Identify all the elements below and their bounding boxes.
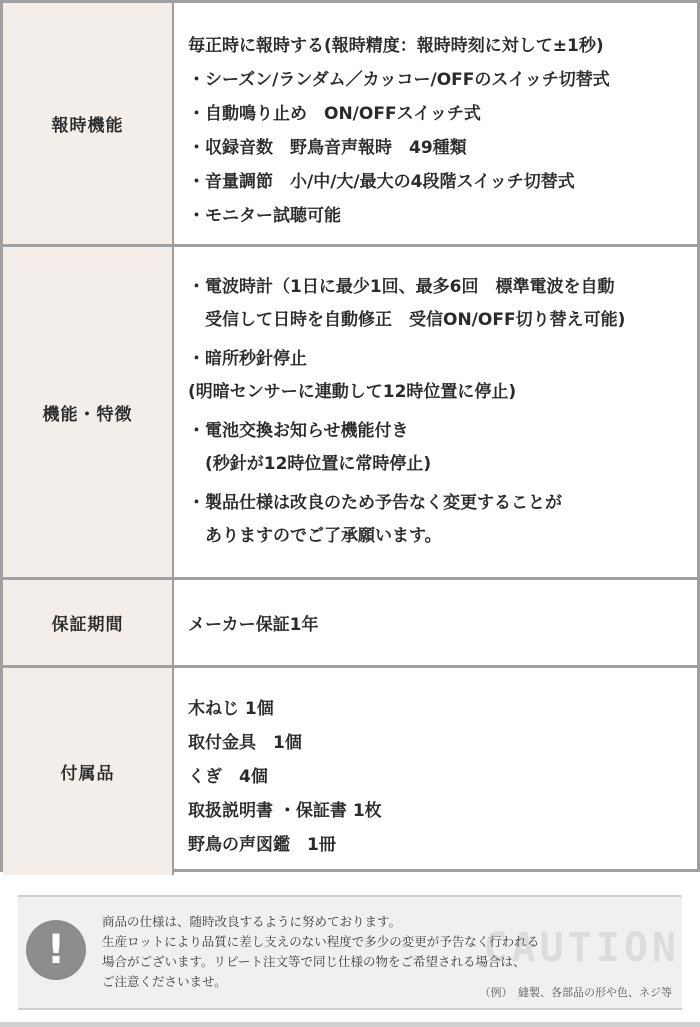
spec-line: ありますのでご了承願います。	[188, 526, 442, 546]
caution-watermark: CAUTION	[483, 925, 680, 971]
spec-line: ・暗所秒針停止	[188, 349, 307, 369]
notice-line: ご注意くださいませ。	[102, 974, 227, 989]
accessory-item: くぎ 4個	[188, 767, 268, 787]
accessory-item: 野鳥の声図鑑 1冊	[188, 835, 336, 855]
exclamation-icon: !	[26, 920, 86, 980]
accessory-item: 取扱説明書 ・保証書 1枚	[188, 801, 382, 821]
spec-row-accessories	[3, 668, 697, 875]
spec-row-warranty	[3, 580, 697, 668]
warranty-text: メーカー保証1年	[188, 615, 319, 635]
spec-value-features	[174, 247, 697, 577]
notice-text	[102, 912, 539, 992]
spec-line: ・自動鳴り止め ON/OFFスイッチ式	[188, 104, 481, 124]
notice-line: 場合がございます。リピート注文等で同じ仕様の物をご希望される場合は、	[102, 954, 526, 969]
spec-line: ・収録音数 野鳥音声報時 49種類	[188, 138, 467, 158]
spec-label-warranty: 保証期間	[3, 580, 174, 665]
spec-line: ・電波時計（1日に最少1回、最多6回 標準電波を自動	[188, 277, 615, 297]
accessory-item: 木ねじ 1個	[188, 699, 274, 719]
spec-value-warranty	[174, 580, 697, 665]
spec-value-clock	[174, 3, 697, 244]
spec-label-features: 機能・特徴	[3, 247, 174, 577]
spec-line: ・シーズン/ランダム／カッコー/OFFのスイッチ切替式	[188, 70, 610, 90]
spec-line: ・モニター試聴可能	[188, 206, 341, 226]
notice-line: 生産ロットにより品質に差し支えのない程度で多少の変更が予告なく行われる	[102, 934, 540, 949]
accessory-item: 取付金具 1個	[188, 733, 302, 753]
spec-label-clock: 報時機能	[3, 3, 174, 244]
notice-example: （例） 縫製、各部品の形や色、ネジ等	[479, 986, 672, 999]
spec-row-clock	[3, 3, 697, 247]
spec-line: 受信して日時を自動修正 受信ON/OFF切り替え可能)	[188, 310, 626, 330]
spec-line: ・音量調節 小/中/大/最大の4段階スイッチ切替式	[188, 172, 575, 192]
bottom-divider	[0, 1022, 700, 1027]
spec-label-accessories: 付属品	[3, 668, 174, 875]
spec-line: ・電池交換お知らせ機能付き	[188, 421, 409, 441]
caution-notice	[18, 895, 682, 1010]
spec-value-accessories	[174, 668, 697, 875]
spec-line: (秒針が12時位置に常時停止)	[188, 454, 432, 474]
spec-line: ・製品仕様は改良のため予告なく変更することが	[188, 493, 562, 513]
spec-line: 毎正時に報時する(報時精度：報時時刻に対して±1秒)	[188, 36, 604, 56]
notice-line: 商品の仕様は、随時改良するように努めております。	[102, 914, 402, 929]
spec-row-features	[3, 247, 697, 580]
spec-line: (明暗センサーに連動して12時位置に停止)	[188, 382, 517, 402]
